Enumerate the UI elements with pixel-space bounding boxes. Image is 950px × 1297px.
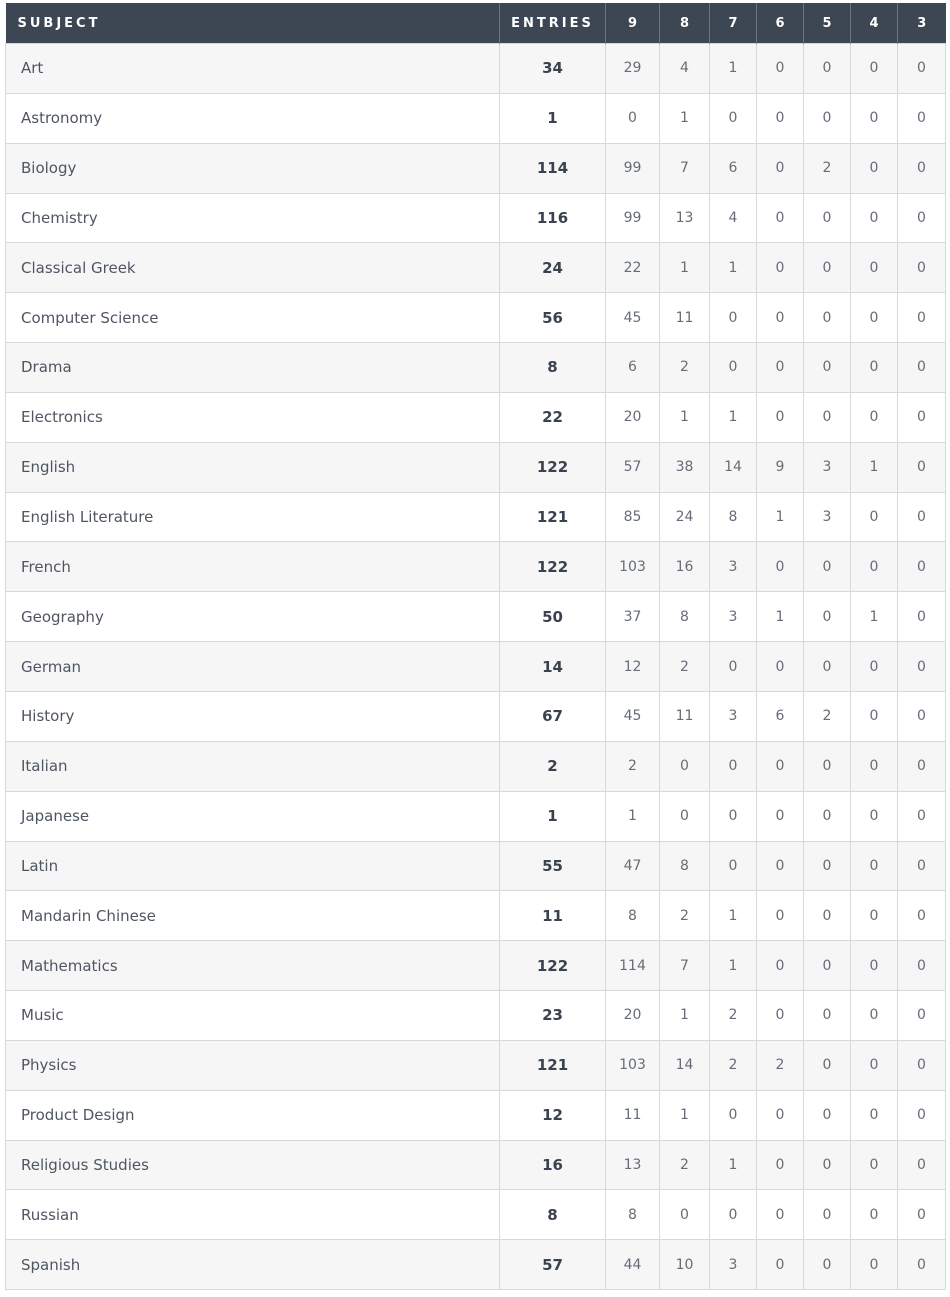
grade-8-cell: 14 — [660, 1040, 710, 1090]
grade-5-cell: 0 — [804, 841, 851, 891]
entries-cell: 8 — [500, 343, 606, 393]
grade-9-cell: 85 — [606, 492, 660, 542]
grade-6-cell: 0 — [757, 642, 804, 692]
subject-cell: Physics — [6, 1040, 500, 1090]
grade-3-cell: 0 — [898, 193, 946, 243]
entries-cell: 56 — [500, 293, 606, 343]
table-row — [6, 642, 946, 692]
grade-6-cell: 0 — [757, 193, 804, 243]
grade-4-cell: 0 — [851, 93, 898, 143]
grade-3-cell: 0 — [898, 542, 946, 592]
grade-4-cell: 0 — [851, 143, 898, 193]
grade-7-cell: 1 — [710, 392, 757, 442]
header-grade-7: 7 — [710, 3, 757, 44]
table-row — [6, 592, 946, 642]
grade-4-cell: 0 — [851, 193, 898, 243]
grade-4-cell: 0 — [851, 891, 898, 941]
table-row — [6, 492, 946, 542]
entries-cell: 122 — [500, 442, 606, 492]
entries-cell: 16 — [500, 1140, 606, 1190]
grade-6-cell: 0 — [757, 243, 804, 293]
subject-cell: Chemistry — [6, 193, 500, 243]
grade-9-cell: 57 — [606, 442, 660, 492]
grade-7-cell: 14 — [710, 442, 757, 492]
grade-4-cell: 0 — [851, 243, 898, 293]
table-row — [6, 891, 946, 941]
grade-7-cell: 0 — [710, 343, 757, 393]
grade-5-cell: 0 — [804, 1140, 851, 1190]
subject-cell: Spanish — [6, 1240, 500, 1290]
grade-5-cell: 0 — [804, 741, 851, 791]
subject-cell: Astronomy — [6, 93, 500, 143]
grade-3-cell: 0 — [898, 991, 946, 1041]
grade-9-cell: 99 — [606, 193, 660, 243]
grade-8-cell: 1 — [660, 1090, 710, 1140]
grade-9-cell: 22 — [606, 243, 660, 293]
grade-5-cell: 0 — [804, 1040, 851, 1090]
subject-cell: English — [6, 442, 500, 492]
grade-7-cell: 1 — [710, 44, 757, 94]
grade-7-cell: 4 — [710, 193, 757, 243]
grade-3-cell: 0 — [898, 343, 946, 393]
grade-5-cell: 0 — [804, 193, 851, 243]
grade-3-cell: 0 — [898, 741, 946, 791]
grade-6-cell: 0 — [757, 44, 804, 94]
grade-3-cell: 0 — [898, 1190, 946, 1240]
grade-7-cell: 3 — [710, 542, 757, 592]
grade-7-cell: 3 — [710, 592, 757, 642]
grade-6-cell: 0 — [757, 841, 804, 891]
grade-3-cell: 0 — [898, 642, 946, 692]
table-row — [6, 1240, 946, 1290]
grade-9-cell: 13 — [606, 1140, 660, 1190]
grade-4-cell: 0 — [851, 542, 898, 592]
grade-6-cell: 0 — [757, 791, 804, 841]
table-row — [6, 991, 946, 1041]
grade-4-cell: 0 — [851, 791, 898, 841]
grade-6-cell: 0 — [757, 343, 804, 393]
table-header — [6, 3, 946, 44]
grade-7-cell: 1 — [710, 243, 757, 293]
subject-cell: German — [6, 642, 500, 692]
grade-9-cell: 12 — [606, 642, 660, 692]
grade-8-cell: 11 — [660, 293, 710, 343]
grade-6-cell: 0 — [757, 542, 804, 592]
grade-8-cell: 7 — [660, 143, 710, 193]
grade-8-cell: 2 — [660, 642, 710, 692]
table-row — [6, 193, 946, 243]
grade-7-cell: 1 — [710, 891, 757, 941]
entries-cell: 121 — [500, 1040, 606, 1090]
grade-4-cell: 0 — [851, 991, 898, 1041]
grade-7-cell: 0 — [710, 741, 757, 791]
grade-3-cell: 0 — [898, 492, 946, 542]
header-grade-5: 5 — [804, 3, 851, 44]
grade-5-cell: 0 — [804, 1190, 851, 1240]
subject-cell: Product Design — [6, 1090, 500, 1140]
grade-5-cell: 0 — [804, 44, 851, 94]
entries-cell: 1 — [500, 93, 606, 143]
grade-4-cell: 0 — [851, 1090, 898, 1140]
subject-cell: Religious Studies — [6, 1140, 500, 1190]
entries-cell: 122 — [500, 941, 606, 991]
grade-8-cell: 1 — [660, 991, 710, 1041]
entries-cell: 1 — [500, 791, 606, 841]
grade-7-cell: 0 — [710, 1090, 757, 1140]
table-row — [6, 791, 946, 841]
subject-cell: Italian — [6, 741, 500, 791]
grade-6-cell: 0 — [757, 991, 804, 1041]
grade-4-cell: 0 — [851, 691, 898, 741]
grade-5-cell: 2 — [804, 143, 851, 193]
grade-7-cell: 0 — [710, 293, 757, 343]
table-row — [6, 1190, 946, 1240]
grade-9-cell: 6 — [606, 343, 660, 393]
grade-8-cell: 1 — [660, 392, 710, 442]
grade-9-cell: 20 — [606, 991, 660, 1041]
grade-6-cell: 0 — [757, 392, 804, 442]
grade-3-cell: 0 — [898, 841, 946, 891]
subject-cell: Music — [6, 991, 500, 1041]
grade-8-cell: 2 — [660, 891, 710, 941]
grade-6-cell: 0 — [757, 93, 804, 143]
grade-9-cell: 20 — [606, 392, 660, 442]
table-row — [6, 44, 946, 94]
grade-6-cell: 0 — [757, 1140, 804, 1190]
grade-8-cell: 0 — [660, 1190, 710, 1240]
grade-7-cell: 0 — [710, 841, 757, 891]
grade-8-cell: 7 — [660, 941, 710, 991]
table-row — [6, 343, 946, 393]
subject-cell: Mathematics — [6, 941, 500, 991]
grade-3-cell: 0 — [898, 1240, 946, 1290]
grade-8-cell: 11 — [660, 691, 710, 741]
table-row — [6, 1140, 946, 1190]
grade-5-cell: 3 — [804, 492, 851, 542]
grade-9-cell: 0 — [606, 93, 660, 143]
grade-5-cell: 0 — [804, 891, 851, 941]
grade-9-cell: 1 — [606, 791, 660, 841]
grade-9-cell: 47 — [606, 841, 660, 891]
table-row — [6, 841, 946, 891]
grade-5-cell: 0 — [804, 343, 851, 393]
header-grade-9: 9 — [606, 3, 660, 44]
grade-3-cell: 0 — [898, 1040, 946, 1090]
grade-8-cell: 1 — [660, 243, 710, 293]
grade-9-cell: 8 — [606, 891, 660, 941]
table-row — [6, 1040, 946, 1090]
grade-9-cell: 8 — [606, 1190, 660, 1240]
grade-8-cell: 4 — [660, 44, 710, 94]
grade-8-cell: 1 — [660, 93, 710, 143]
entries-cell: 34 — [500, 44, 606, 94]
grade-4-cell: 0 — [851, 44, 898, 94]
table-row — [6, 143, 946, 193]
entries-cell: 11 — [500, 891, 606, 941]
results-table — [5, 3, 946, 1290]
entries-cell: 2 — [500, 741, 606, 791]
grade-5-cell: 0 — [804, 542, 851, 592]
entries-cell: 121 — [500, 492, 606, 542]
entries-cell: 14 — [500, 642, 606, 692]
grade-7-cell: 6 — [710, 143, 757, 193]
grade-9-cell: 99 — [606, 143, 660, 193]
grade-3-cell: 0 — [898, 691, 946, 741]
grade-4-cell: 0 — [851, 642, 898, 692]
subject-cell: Biology — [6, 143, 500, 193]
grade-9-cell: 45 — [606, 293, 660, 343]
grade-8-cell: 0 — [660, 741, 710, 791]
grade-5-cell: 0 — [804, 243, 851, 293]
grade-3-cell: 0 — [898, 1090, 946, 1140]
grade-5-cell: 0 — [804, 392, 851, 442]
grade-3-cell: 0 — [898, 891, 946, 941]
grade-7-cell: 1 — [710, 941, 757, 991]
grade-6-cell: 0 — [757, 293, 804, 343]
grade-6-cell: 2 — [757, 1040, 804, 1090]
grade-4-cell: 0 — [851, 741, 898, 791]
grade-4-cell: 0 — [851, 841, 898, 891]
results-table-container — [5, 3, 945, 1290]
grade-6-cell: 0 — [757, 143, 804, 193]
grade-6-cell: 0 — [757, 891, 804, 941]
table-body — [6, 44, 946, 1290]
grade-6-cell: 0 — [757, 741, 804, 791]
entries-cell: 50 — [500, 592, 606, 642]
grade-5-cell: 0 — [804, 1090, 851, 1140]
header-grade-8: 8 — [660, 3, 710, 44]
entries-cell: 22 — [500, 392, 606, 442]
subject-cell: Geography — [6, 592, 500, 642]
subject-cell: Computer Science — [6, 293, 500, 343]
grade-9-cell: 45 — [606, 691, 660, 741]
grade-9-cell: 2 — [606, 741, 660, 791]
grade-5-cell: 0 — [804, 293, 851, 343]
grade-7-cell: 0 — [710, 93, 757, 143]
grade-6-cell: 0 — [757, 941, 804, 991]
table-row — [6, 1090, 946, 1140]
subject-cell: English Literature — [6, 492, 500, 542]
table-row — [6, 442, 946, 492]
grade-8-cell: 0 — [660, 791, 710, 841]
grade-6-cell: 9 — [757, 442, 804, 492]
table-row — [6, 392, 946, 442]
grade-5-cell: 0 — [804, 1240, 851, 1290]
grade-3-cell: 0 — [898, 93, 946, 143]
table-row — [6, 243, 946, 293]
grade-9-cell: 29 — [606, 44, 660, 94]
grade-8-cell: 10 — [660, 1240, 710, 1290]
subject-cell: Latin — [6, 841, 500, 891]
grade-9-cell: 103 — [606, 1040, 660, 1090]
grade-4-cell: 0 — [851, 392, 898, 442]
subject-cell: Japanese — [6, 791, 500, 841]
entries-cell: 122 — [500, 542, 606, 592]
table-row — [6, 741, 946, 791]
grade-7-cell: 0 — [710, 642, 757, 692]
grade-7-cell: 0 — [710, 791, 757, 841]
grade-6-cell: 0 — [757, 1240, 804, 1290]
grade-7-cell: 3 — [710, 1240, 757, 1290]
grade-3-cell: 0 — [898, 1140, 946, 1190]
grade-5-cell: 2 — [804, 691, 851, 741]
subject-cell: French — [6, 542, 500, 592]
entries-cell: 8 — [500, 1190, 606, 1240]
grade-4-cell: 0 — [851, 343, 898, 393]
table-row — [6, 691, 946, 741]
subject-cell: History — [6, 691, 500, 741]
grade-7-cell: 3 — [710, 691, 757, 741]
grade-6-cell: 6 — [757, 691, 804, 741]
header-grade-3: 3 — [898, 3, 946, 44]
grade-6-cell: 1 — [757, 592, 804, 642]
entries-cell: 55 — [500, 841, 606, 891]
header-row — [6, 3, 946, 44]
subject-cell: Art — [6, 44, 500, 94]
grade-7-cell: 2 — [710, 1040, 757, 1090]
header-grade-4: 4 — [851, 3, 898, 44]
grade-4-cell: 0 — [851, 941, 898, 991]
grade-4-cell: 1 — [851, 442, 898, 492]
grade-4-cell: 0 — [851, 293, 898, 343]
grade-7-cell: 0 — [710, 1190, 757, 1240]
grade-9-cell: 103 — [606, 542, 660, 592]
grade-5-cell: 0 — [804, 941, 851, 991]
grade-9-cell: 37 — [606, 592, 660, 642]
grade-3-cell: 0 — [898, 392, 946, 442]
grade-7-cell: 8 — [710, 492, 757, 542]
grade-9-cell: 11 — [606, 1090, 660, 1140]
grade-3-cell: 0 — [898, 592, 946, 642]
grade-6-cell: 0 — [757, 1090, 804, 1140]
entries-cell: 24 — [500, 243, 606, 293]
subject-cell: Mandarin Chinese — [6, 891, 500, 941]
subject-cell: Electronics — [6, 392, 500, 442]
table-row — [6, 293, 946, 343]
grade-8-cell: 38 — [660, 442, 710, 492]
entries-cell: 67 — [500, 691, 606, 741]
header-entries: ENTRIES — [500, 3, 606, 44]
grade-3-cell: 0 — [898, 791, 946, 841]
header-subject: SUBJECT — [6, 3, 500, 44]
grade-3-cell: 0 — [898, 143, 946, 193]
grade-3-cell: 0 — [898, 44, 946, 94]
grade-5-cell: 0 — [804, 991, 851, 1041]
grade-5-cell: 0 — [804, 592, 851, 642]
grade-5-cell: 3 — [804, 442, 851, 492]
entries-cell: 116 — [500, 193, 606, 243]
grade-5-cell: 0 — [804, 93, 851, 143]
grade-3-cell: 0 — [898, 243, 946, 293]
entries-cell: 57 — [500, 1240, 606, 1290]
grade-8-cell: 24 — [660, 492, 710, 542]
subject-cell: Russian — [6, 1190, 500, 1240]
entries-cell: 23 — [500, 991, 606, 1041]
grade-5-cell: 0 — [804, 642, 851, 692]
grade-5-cell: 0 — [804, 791, 851, 841]
grade-8-cell: 8 — [660, 592, 710, 642]
grade-3-cell: 0 — [898, 293, 946, 343]
header-grade-6: 6 — [757, 3, 804, 44]
grade-4-cell: 1 — [851, 592, 898, 642]
grade-6-cell: 0 — [757, 1190, 804, 1240]
entries-cell: 12 — [500, 1090, 606, 1140]
grade-7-cell: 1 — [710, 1140, 757, 1190]
subject-cell: Classical Greek — [6, 243, 500, 293]
grade-6-cell: 1 — [757, 492, 804, 542]
grade-4-cell: 0 — [851, 1190, 898, 1240]
grade-3-cell: 0 — [898, 442, 946, 492]
grade-7-cell: 2 — [710, 991, 757, 1041]
grade-8-cell: 16 — [660, 542, 710, 592]
table-row — [6, 93, 946, 143]
subject-cell: Drama — [6, 343, 500, 393]
table-row — [6, 941, 946, 991]
grade-4-cell: 0 — [851, 1240, 898, 1290]
grade-4-cell: 0 — [851, 492, 898, 542]
grade-8-cell: 13 — [660, 193, 710, 243]
grade-8-cell: 2 — [660, 343, 710, 393]
grade-9-cell: 44 — [606, 1240, 660, 1290]
grade-3-cell: 0 — [898, 941, 946, 991]
entries-cell: 114 — [500, 143, 606, 193]
grade-8-cell: 8 — [660, 841, 710, 891]
grade-8-cell: 2 — [660, 1140, 710, 1190]
grade-9-cell: 114 — [606, 941, 660, 991]
table-row — [6, 542, 946, 592]
grade-4-cell: 0 — [851, 1140, 898, 1190]
grade-4-cell: 0 — [851, 1040, 898, 1090]
